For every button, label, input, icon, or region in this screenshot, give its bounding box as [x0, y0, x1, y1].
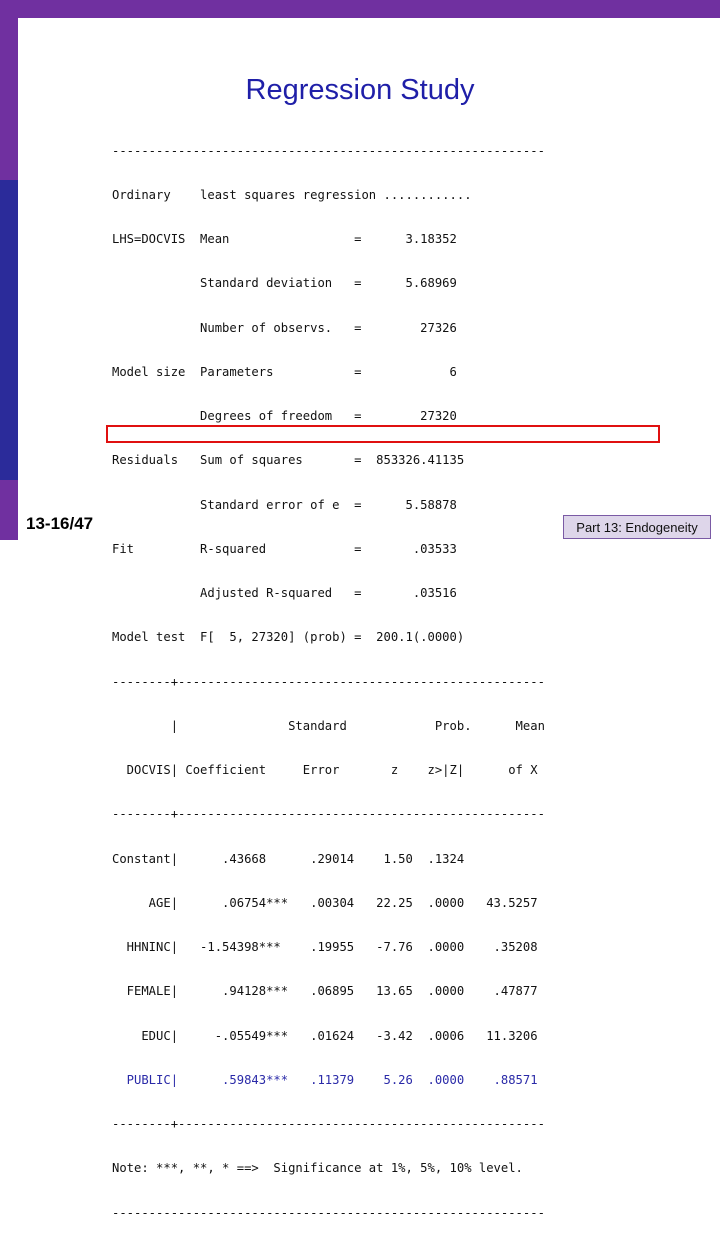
left-frame-accent [0, 180, 18, 480]
output-line: EDUC| -.05549*** .01624 -3.42 .0006 11.3206 [112, 1028, 538, 1043]
output-line: Residuals Sum of squares = 853326.41135 [112, 453, 465, 468]
output-line: Model size Parameters = 6 [112, 364, 457, 379]
regression-output [112, 114, 672, 1235]
footer-section-label: Part 13: Endogeneity [563, 515, 711, 539]
output-line: ----------------------------------------------------------- [112, 1205, 545, 1220]
output-line-highlighted: PUBLIC| .59843*** .11379 5.26 .0000 .88571 [112, 1072, 538, 1087]
output-line: Ordinary least squares regression ............ [112, 187, 472, 202]
output-line: --------+-------------------------------------------------- [112, 1117, 545, 1131]
output-line: Adjusted R-squared = .03516 [112, 586, 457, 600]
output-line: HHNINC| -1.54398*** .19955 -7.76 .0000 .35208 [112, 940, 538, 954]
output-line: Number of observs. = 27326 [112, 320, 457, 335]
slide-title: Regression Study [245, 74, 475, 106]
output-line: Note: ***, **, * ==> Significance at 1%, 5%, 10% level. [112, 1161, 523, 1176]
output-line: Constant| .43668 .29014 1.50 .1324 [112, 851, 465, 866]
output-line: --------+-------------------------------------------------- [112, 807, 545, 822]
output-line: LHS=DOCVIS Mean = 3.18352 [112, 232, 457, 246]
output-line: --------+-------------------------------------------------- [112, 674, 545, 689]
slide-number: 13-16/47 [26, 514, 94, 533]
output-line: AGE| .06754*** .00304 22.25 .0000 43.5257 [112, 895, 538, 910]
output-line: Standard deviation = 5.68969 [112, 276, 457, 291]
output-line: FEMALE| .94128*** .06895 13.65 .0000 .47877 [112, 984, 538, 999]
output-line: | Standard Prob. Mean [112, 718, 545, 733]
output-line: ----------------------------------------------------------- [112, 143, 545, 158]
public-row-highlight-box [106, 425, 660, 443]
output-line: Degrees of freedom = 27320 [112, 409, 457, 423]
output-line: Model test F[ 5, 27320] (prob) = 200.1(.0000) [112, 630, 465, 645]
output-line: DOCVIS| Coefficient Error z z>|Z| of X [112, 763, 538, 777]
output-line: Fit R-squared = .03533 [112, 541, 457, 556]
output-line: Standard error of e = 5.58878 [112, 497, 457, 512]
top-frame-bar [0, 0, 720, 18]
